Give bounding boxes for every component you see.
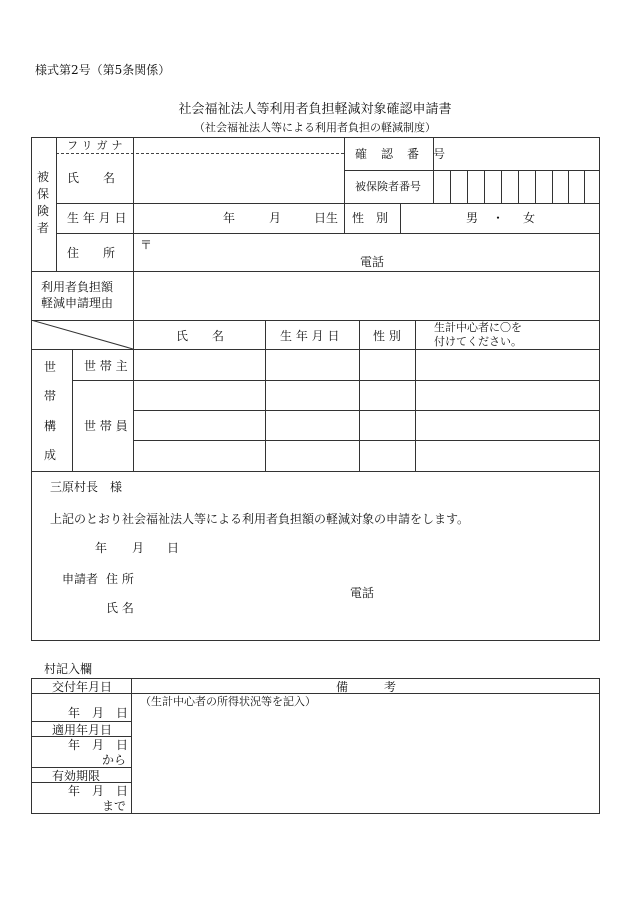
issue-date-header: 交付年月日 bbox=[52, 680, 113, 694]
valid-period-label: 有効期限 bbox=[52, 769, 101, 783]
household-col-sex: 性 別 bbox=[373, 329, 401, 343]
confirm-number-label: 確 認 番 号 bbox=[355, 147, 447, 161]
remarks-note: （生計中心者の所得状況等を記入） bbox=[140, 695, 316, 708]
apply-date-from: から bbox=[102, 753, 127, 767]
reason-input[interactable] bbox=[134, 272, 599, 319]
row-divider bbox=[31, 471, 600, 472]
insured-group-label-4: 者 bbox=[37, 221, 50, 235]
remarks-header: 備 考 bbox=[336, 680, 397, 694]
name-label: 氏 名 bbox=[67, 171, 116, 185]
col-divider bbox=[359, 320, 360, 471]
row-divider bbox=[31, 693, 600, 694]
diagonal-line bbox=[31, 320, 133, 349]
birth-year-unit: 年 bbox=[223, 211, 236, 225]
remarks-input[interactable] bbox=[132, 710, 599, 813]
insured-group-label-3: 険 bbox=[37, 204, 50, 218]
row-divider bbox=[31, 349, 600, 350]
form-number: 様式第2号（第5条関係） bbox=[35, 63, 171, 77]
birth-month-unit: 月 bbox=[269, 211, 282, 225]
application-date-month: 月 bbox=[132, 541, 145, 555]
insured-number-label: 被保険者番号 bbox=[355, 180, 421, 193]
applicant-address-label: 住 所 bbox=[106, 572, 134, 586]
applicant-phone-label: 電話 bbox=[350, 586, 375, 600]
row-divider bbox=[31, 721, 131, 722]
household-col-name: 氏 名 bbox=[176, 329, 225, 343]
household-col-center-line2: 付けてください。 bbox=[434, 335, 522, 348]
sex-label: 性 別 bbox=[352, 211, 389, 225]
household-group-label-1: 世 bbox=[44, 360, 57, 374]
col-divider bbox=[56, 137, 57, 271]
insured-number-input[interactable] bbox=[434, 171, 599, 202]
birth-label: 生 年 月 日 bbox=[67, 211, 127, 225]
col-divider bbox=[400, 203, 401, 233]
valid-period-value: 年 月 日 bbox=[68, 784, 129, 798]
application-date-year: 年 bbox=[95, 541, 108, 555]
apply-date-label: 適用年月日 bbox=[52, 723, 113, 737]
col-divider bbox=[265, 320, 266, 471]
row-divider bbox=[56, 203, 600, 204]
row-divider bbox=[56, 233, 600, 234]
form-subtitle: （社会福祉法人等による利用者負担の軽減制度） bbox=[194, 121, 436, 134]
household-group-label-3: 構 bbox=[44, 419, 57, 433]
col-divider bbox=[415, 320, 416, 471]
col-divider bbox=[344, 137, 345, 233]
name-input[interactable] bbox=[134, 155, 343, 202]
address-label: 住 所 bbox=[67, 246, 116, 260]
applicant-name-label: 氏 名 bbox=[106, 601, 134, 615]
sex-separator: ・ bbox=[492, 211, 505, 225]
postal-mark: 〒 bbox=[140, 238, 153, 252]
col-divider bbox=[72, 349, 73, 471]
furigana-dash-line bbox=[56, 153, 344, 154]
form-title: 社会福祉法人等利用者負担軽減対象確認申請書 bbox=[178, 102, 452, 117]
insured-group-label-1: 被 bbox=[37, 170, 50, 184]
birth-day-unit: 日生 bbox=[314, 211, 339, 225]
household-group-label-2: 帯 bbox=[44, 389, 57, 403]
row-divider bbox=[133, 410, 600, 411]
furigana-input[interactable] bbox=[134, 138, 343, 152]
row-divider bbox=[133, 440, 600, 441]
row-divider bbox=[31, 767, 131, 768]
addressee: 三原村長 様 bbox=[50, 480, 123, 494]
application-date-day: 日 bbox=[167, 541, 180, 555]
sex-male-option[interactable]: 男 bbox=[466, 211, 479, 225]
household-group-label-4: 成 bbox=[44, 448, 57, 462]
household-head-label: 世 帯 主 bbox=[84, 359, 128, 373]
apply-date-value: 年 月 日 bbox=[68, 738, 129, 752]
household-col-birth: 生 年 月 日 bbox=[280, 329, 340, 343]
household-member-label: 世 帯 員 bbox=[84, 419, 128, 433]
sex-female-option[interactable]: 女 bbox=[523, 211, 536, 225]
furigana-label: フリガナ bbox=[67, 139, 127, 152]
issue-date-value: 年 月 日 bbox=[68, 706, 129, 720]
application-statement: 上記のとおり社会福祉法人等による利用者負担額の軽減対象の申請をします。 bbox=[50, 512, 470, 526]
confirm-number-input[interactable] bbox=[434, 138, 599, 169]
valid-period-until: まで bbox=[102, 799, 127, 813]
row-divider bbox=[72, 380, 600, 381]
household-col-center-line1: 生計中心者に〇を bbox=[434, 321, 522, 334]
insured-group-label-2: 保 bbox=[37, 187, 50, 201]
village-section-title: 村記入欄 bbox=[44, 662, 93, 676]
reason-label-line1: 利用者負担額 bbox=[41, 280, 114, 294]
phone-label: 電話 bbox=[360, 255, 385, 269]
applicant-label: 申請者 bbox=[62, 572, 99, 586]
reason-label-line2: 軽減申請理由 bbox=[41, 296, 114, 310]
